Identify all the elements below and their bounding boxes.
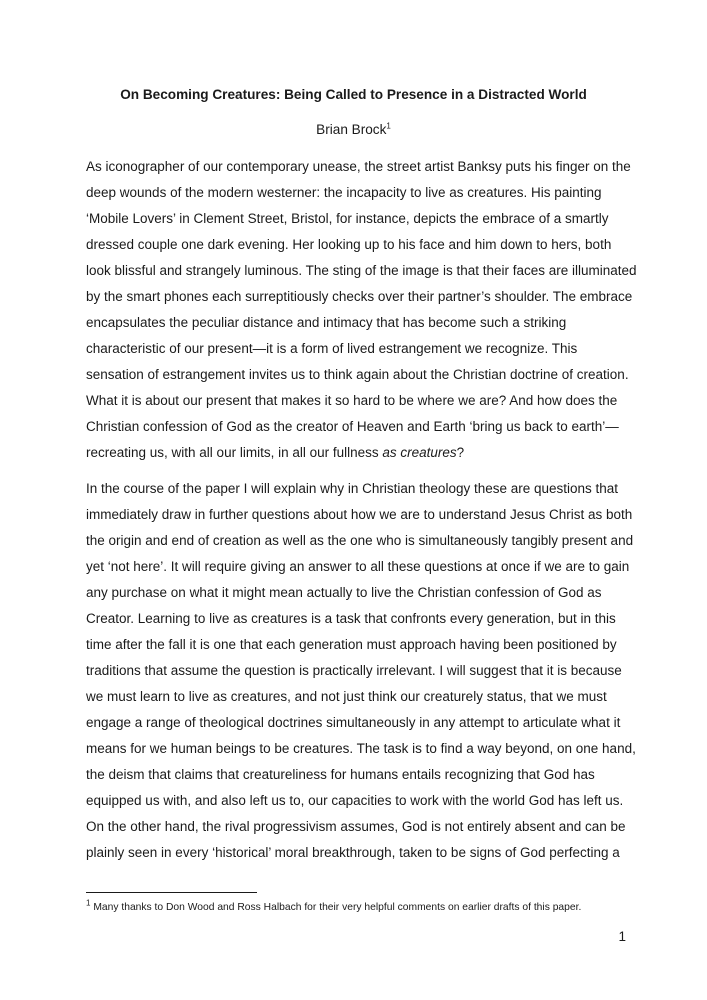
text-segment: recreating us, with all our limits, in all our fullness [86,445,383,460]
author-name: Brian Brock [316,122,387,137]
paper-title: On Becoming Creatures: Being Called to Presence in a Distracted World [120,87,587,102]
text-line: by the smart phones each surreptitiously checks over their partner’s shoulder. The embrace [86,289,633,304]
text-line: the origin and end of creation as well as the one who is simultaneously tangibly present and [86,533,634,548]
text-line: means for we human beings to be creatures. The task is to find a way beyond, on one hand, [86,741,636,756]
text-line: we must learn to live as creatures, and not just think our creaturely status, that we must [86,689,607,704]
italic-phrase: as creatures [382,445,457,460]
text-line: ‘Mobile Lovers’ in Clement Street, Bristol, for instance, depicts the embrace of a smartly [86,211,609,226]
text-line: look blissful and strangely luminous. The sting of the image is that their faces are illuminated [86,263,637,278]
text-line: characteristic of our present—it is a form of lived estrangement we recognize. This [86,341,578,356]
text-line: the deism that claims that creatureliness for humans entails recognizing that God has [86,767,595,782]
footnote-separator [86,892,257,893]
text-line-last [86,440,626,466]
text-line: sensation of estrangement invites us to think again about the Christian doctrine of creation. [86,367,629,382]
author-line [0,121,707,139]
text-line: On the other hand, the rival progressivism assumes, God is not entirely absent and can be [86,819,626,834]
text-line: encapsulates the peculiar distance and intimacy that has become such a striking [86,315,567,330]
text-line: In the course of the paper I will explain why in Christian theology these are questions that [86,481,619,496]
text-line: time after the fall it is one that each generation must approach having been positioned by [86,637,617,652]
paragraph-2 [86,476,636,866]
footnote-text: Many thanks to Don Wood and Ross Halbach for their very helpful comments on earlier drafts of this paper. [90,902,582,913]
text-line: any purchase on what it might mean actually to live the Christian confession of God as [86,585,602,600]
text-line: yet ‘not here’. It will require giving an answer to all these questions at once if we are to gain [86,559,630,574]
text-line: engage a range of theological doctrines simultaneously in any attempt to articulate what it [86,715,621,730]
text-line: deep wounds of the modern westerner: the incapacity to live as creatures. His painting [86,185,602,200]
page-number: 1 [618,929,626,944]
text-segment-end: ? [456,445,465,460]
footnote-marker[interactable]: 1 [386,121,391,131]
footnote [86,900,581,916]
text-line: equipped us with, and also left us to, our capacities to work with the world God has left us. [86,793,624,808]
text-line: Creator. Learning to live as creatures is a task that confronts every generation, but in this [86,611,616,626]
paragraph-1 [86,154,637,466]
text-line: What it is about our present that makes it so hard to be where we are? And how does the [86,393,618,408]
text-line: immediately draw in further questions about how we are to understand Jesus Christ as both [86,507,633,522]
text-line: traditions that assume the question is practically irrelevant. I will suggest that it is because [86,663,622,678]
text-line: Christian confession of God as the creator of Heaven and Earth ‘bring us back to earth’— [86,419,619,434]
footnote-number: 1 [86,898,91,908]
text-line: plainly seen in every ‘historical’ moral breakthrough, taken to be signs of God perfecting a [86,845,620,860]
text-line: dressed couple one dark evening. Her looking up to his face and him down to hers, both [86,237,612,252]
text-line: As iconographer of our contemporary unease, the street artist Banksy puts his finger on the [86,159,631,174]
